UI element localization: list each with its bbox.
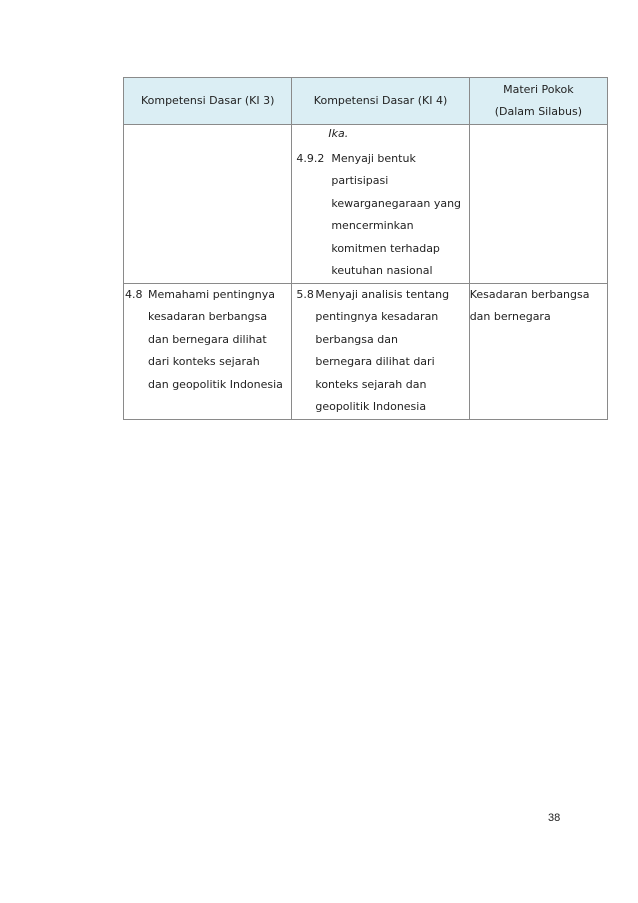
cell-materi <box>469 125 607 284</box>
cell-ki4 <box>292 125 469 284</box>
ki4-item-text: Menyaji bentuk partisipasi kewarganegaraan yang mencerminkan komitmen terhadap keutuhan nasional <box>331 151 462 277</box>
ki3-item-text: Memahami pentingnya kesadaran berbangsa dan bernegara dilihat dari konteks sejarah dan geopolitik Indonesia <box>148 287 283 391</box>
cell-ki4 <box>292 283 469 419</box>
table-row <box>124 125 608 284</box>
table-header-row <box>124 78 608 125</box>
header-ki4: Kompetensi Dasar (KI 4) <box>292 78 469 125</box>
ki3-item-number: 4.8 <box>125 287 143 301</box>
ki4-item-number: 5.8 <box>296 287 314 301</box>
ki4-item-number: 4.9.2 <box>296 151 325 165</box>
ki4-item <box>292 148 468 283</box>
cell-materi: Kesadaran berbangsa dan bernegara <box>469 283 607 419</box>
ki3-item <box>124 284 291 397</box>
page-number: 38 <box>548 812 561 824</box>
header-materi: Materi Pokok (Dalam Silabus) <box>469 78 607 125</box>
ki4-item-text: Menyaji analisis tentang pentingnya kesadaran berbangsa dan bernegara dilihat dari konteks sejarah dan geopolitik Indonesia <box>315 287 450 413</box>
ki4-item <box>292 284 468 419</box>
cell-ki3 <box>124 283 292 419</box>
competency-table <box>123 77 608 420</box>
cell-ki3 <box>124 125 292 284</box>
table-row <box>124 283 608 419</box>
header-ki3: Kompetensi Dasar (KI 3) <box>124 78 292 125</box>
ki4-continuation-text: Ika. <box>328 127 349 140</box>
